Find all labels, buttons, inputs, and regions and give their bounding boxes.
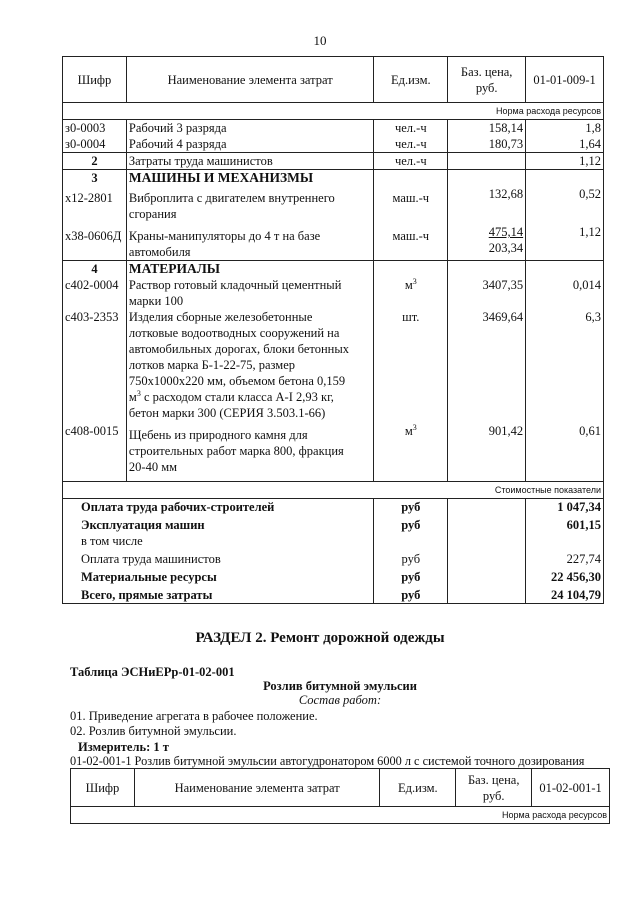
work-item: 02. Розлив битумной эмульсии. xyxy=(70,724,237,738)
header-unit: Ед.изм. xyxy=(374,57,448,103)
header-rate-code: 01-02-001-1 xyxy=(532,769,610,807)
table-row-machines: 3 х12-2801 х38-0606Д МАШИНЫ И МЕХАНИЗМЫ Виброплита с двигателем внутреннего сгорания Краны-манипуляторы до 4 т на базе автомобиля маш.-ч маш.-ч 132,68 475,14 203,34 0,52 1,12 xyxy=(63,170,604,261)
table-header xyxy=(71,769,610,807)
section-title: РАЗДЕЛ 2. Ремонт дорожной одежды xyxy=(195,630,445,646)
item-line: 01-02-001-1 Розлив битумной эмульсии автогудронатором 6000 л с системой точного дозирования xyxy=(70,754,585,768)
table-header xyxy=(63,57,604,103)
measure: Измеритель: 1 т xyxy=(78,740,169,754)
totals-block: Оплата труда рабочих-строителей Эксплуатация машин в том числе Оплата труда машинистов Материальные ресурсы Всего, прямые затраты руб руб руб руб руб 1 047,34 601,15 227,74 22 456,30 24 104,79 xyxy=(63,499,604,604)
header-code: Шифр xyxy=(71,769,135,807)
resource-table xyxy=(62,56,604,604)
table-subject: Розлив битумной эмульсии xyxy=(263,679,417,693)
table-row: 2 Затраты труда машинистов чел.-ч 1,12 xyxy=(63,153,604,170)
page-number: 10 xyxy=(313,33,327,48)
table-label: Таблица ЭСНиЕРр-01-02-001 xyxy=(70,665,235,679)
norm-label: Норма расхода ресурсов xyxy=(63,103,604,120)
header-name: Наименование элемента затрат xyxy=(134,769,379,807)
cost-label: Стоимостные показатели xyxy=(63,482,604,499)
header-unit: Ед.изм. xyxy=(380,769,456,807)
table-row: з0-0003 з0-0004 Рабочий 3 разряда Рабочий 4 разряда чел.-ч чел.-ч 158,14 180,73 1,8 1,64 xyxy=(63,120,604,153)
header-price: Баз. цена, руб. xyxy=(456,769,532,807)
resource-table-2 xyxy=(70,768,610,824)
header-code: Шифр xyxy=(63,57,127,103)
header-name: Наименование элемента затрат xyxy=(126,57,373,103)
works-heading: Состав работ: xyxy=(298,693,382,707)
table-row-materials: 4 с402-0004 с403-2353 с408-0015 МАТЕРИАЛЫ Раствор готовый кладочный цементный марки 100 Изделия сборные железобетонные лотковые водоотводных сооружений на автомобильных дорогах, блоки бетонных лотков марка Б-1-22-75, размер 750х1000х220 мм, объемом бетона 0,159 $м^3$ с расходом стали класса А-I 2,93 кг, бетон марки 300 (СЕРИЯ 3.503.1-66) Щебень из природного камня для строительных работ марка 800, фракция 20-40 мм $м^3$ шт. $м^3$ 3407,35 3469,64 901,42 0,014 6,3 0,61 xyxy=(63,261,604,482)
header-rate-code: 01-01-009-1 xyxy=(526,57,604,103)
norm-label: Норма расхода ресурсов xyxy=(71,807,610,824)
work-item: 01. Приведение агрегата в рабочее положение. xyxy=(70,709,318,723)
header-price: Баз. цена, руб. xyxy=(448,57,526,103)
